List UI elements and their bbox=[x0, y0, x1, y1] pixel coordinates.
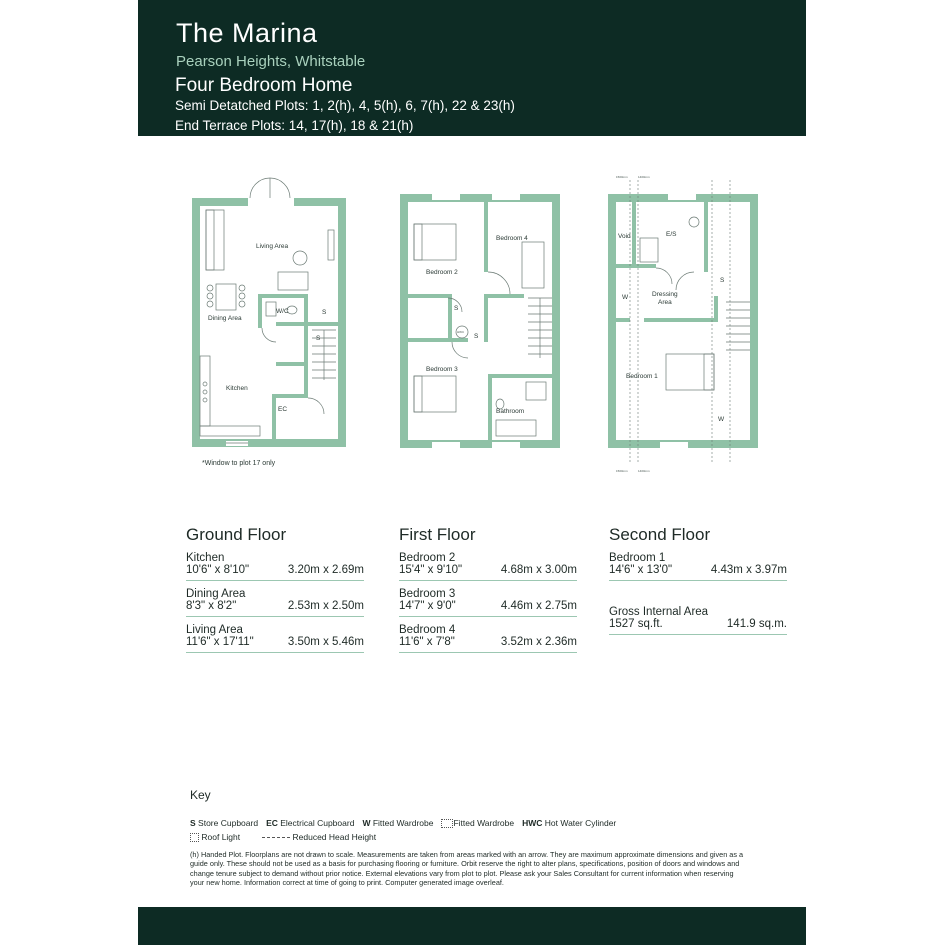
reduced-head-height-icon bbox=[262, 837, 290, 838]
key-ec-text: Electrical Cupboard bbox=[280, 818, 355, 828]
plan-label-bedroom-3: Bedroom 3 bbox=[426, 366, 458, 373]
room-imperial: 14'7" x 9'0" bbox=[399, 600, 456, 612]
key-row-2 bbox=[190, 830, 750, 844]
room-imperial: 14'6" x 13'0" bbox=[609, 564, 673, 576]
room-name: Bedroom 3 bbox=[399, 588, 456, 600]
ground-floor-schedule bbox=[186, 525, 364, 653]
room-name: Bedroom 4 bbox=[399, 624, 456, 636]
plan-label-bedroom-2: Bedroom 2 bbox=[426, 269, 458, 276]
plan-label-dining: Dining Area bbox=[208, 315, 242, 322]
brochure-sheet bbox=[138, 0, 806, 945]
room-name: Bedroom 2 bbox=[399, 552, 456, 564]
plan-label-void: Void bbox=[618, 233, 631, 240]
semi-detached-plots: Semi Detatched Plots: 1, 2(h), 4, 5(h), 6, 7(h), 22 & 23(h) bbox=[175, 98, 515, 113]
room-imperial: 8'3" x 8'2" bbox=[186, 600, 237, 612]
key-title: Key bbox=[190, 788, 211, 802]
roof-light-icon bbox=[190, 833, 199, 842]
fitted-wardrobe-icon bbox=[441, 819, 453, 828]
end-terrace-plots: End Terrace Plots: 14, 17(h), 18 & 21(h) bbox=[175, 118, 414, 133]
gia-sqft: 1527 sq.ft. bbox=[609, 618, 663, 630]
key-s-code: S bbox=[190, 818, 196, 828]
plan-label-bathroom: Bathroom bbox=[496, 408, 525, 415]
plan-label-store-1: S bbox=[454, 305, 459, 312]
key-fw-text: Fitted Wardrobe bbox=[453, 817, 515, 828]
room-metric: 4.43m x 3.97m bbox=[710, 564, 787, 576]
plan-label-wardrobe-1: W bbox=[622, 294, 629, 301]
plan-label-store-2: S bbox=[316, 335, 321, 342]
plan-label-bedroom-1: Bedroom 1 bbox=[626, 373, 658, 380]
room-row bbox=[399, 624, 577, 653]
plan-label-kitchen: Kitchen bbox=[226, 385, 248, 392]
room-row bbox=[399, 588, 577, 617]
footer-banner bbox=[138, 907, 806, 945]
head-height-1500-top: 1500mm bbox=[616, 175, 628, 179]
plan-label-bedroom-4: Bedroom 4 bbox=[496, 235, 528, 242]
schedule-heading: First Floor bbox=[399, 525, 476, 544]
room-row bbox=[609, 552, 787, 581]
room-row bbox=[186, 624, 364, 653]
room-row bbox=[186, 588, 364, 617]
second-floor-schedule bbox=[609, 525, 787, 635]
room-name: Kitchen bbox=[186, 552, 225, 564]
key-s-text: Store Cupboard bbox=[198, 818, 259, 828]
key-w-code: W bbox=[362, 818, 371, 828]
plan-label-wc: W/C bbox=[276, 308, 289, 315]
plan-label-living: Living Area bbox=[256, 243, 289, 250]
room-imperial: 11'6" x 17'11" bbox=[186, 636, 254, 648]
header-banner bbox=[138, 0, 806, 136]
key-rhh-text: Reduced Head Height bbox=[292, 832, 377, 842]
room-imperial: 10'6" x 8'10" bbox=[186, 564, 250, 576]
key-hwc-text: Hot Water Cylinder bbox=[544, 818, 617, 828]
room-imperial: 15'4" x 9'10" bbox=[399, 564, 463, 576]
ground-floor-plan bbox=[186, 172, 356, 452]
plan-label-wardrobe-2: W bbox=[718, 416, 725, 423]
room-imperial: 11'6" x 7'8" bbox=[399, 636, 455, 648]
key-w-text: Fitted Wardrobe bbox=[372, 818, 434, 828]
home-type: Four Bedroom Home bbox=[175, 75, 353, 96]
first-floor-plan bbox=[396, 190, 564, 452]
second-floor-plan bbox=[604, 168, 764, 476]
gia-label: Gross Internal Area bbox=[609, 606, 709, 618]
disclaimer: (h) Handed Plot. Floorplans are not drawn to scale. Measurements are taken from areas marked with an arrow. They are maximum approximate dimensions and given as a guide only. These should not be used as a basis for purchasing flooring or furniture. Orbit reserve the right to alter plans, specifications, position of doors and windows and change tenure subject to demand without prior notice. External elevations vary from plot to plot. Please ask your Sales Consultant for current information when reserving your new home. Information correct at time of going to print. Computer generated image overleaf. bbox=[190, 850, 744, 887]
gross-internal-area bbox=[609, 606, 787, 635]
head-height-1400-top: 1400mm bbox=[638, 175, 650, 179]
plan-label-dressing: Dressing bbox=[652, 291, 678, 298]
gia-sqm: 141.9 sq.m. bbox=[726, 618, 787, 630]
plan-label-hwc: HWC bbox=[457, 330, 465, 334]
house-title: The Marina bbox=[176, 18, 318, 48]
head-height-1500-bottom: 1500mm bbox=[616, 469, 628, 473]
room-metric: 4.68m x 3.00m bbox=[500, 564, 577, 576]
room-name: Dining Area bbox=[186, 588, 246, 600]
development-name: Pearson Heights, Whitstable bbox=[176, 53, 366, 70]
key-ec-code: EC bbox=[266, 818, 278, 828]
first-floor-schedule bbox=[399, 525, 577, 653]
room-name: Bedroom 1 bbox=[609, 552, 666, 564]
plan-label-store-2: S bbox=[474, 333, 479, 340]
room-metric: 2.53m x 2.50m bbox=[287, 600, 364, 612]
room-metric: 3.20m x 2.69m bbox=[287, 564, 364, 576]
key-section bbox=[190, 788, 750, 887]
room-name: Living Area bbox=[186, 624, 243, 636]
key-row-1 bbox=[190, 816, 750, 830]
head-height-1400-bottom: 1400mm bbox=[638, 469, 650, 473]
plan-label-dressing-area: Area bbox=[658, 299, 672, 306]
room-metric: 3.52m x 2.36m bbox=[500, 636, 577, 648]
room-metric: 4.46m x 2.75m bbox=[500, 600, 577, 612]
plan-label-store: S bbox=[720, 277, 725, 284]
schedule-heading: Second Floor bbox=[609, 525, 711, 544]
room-row bbox=[399, 552, 577, 581]
key-roof-text: Roof Light bbox=[201, 831, 241, 842]
key-hwc-code: HWC bbox=[522, 818, 543, 828]
room-metric: 3.50m x 5.46m bbox=[287, 636, 364, 648]
window-note: *Window to plot 17 only bbox=[202, 460, 276, 467]
schedule-heading: Ground Floor bbox=[186, 525, 287, 544]
plan-label-ec: EC bbox=[278, 406, 288, 413]
plan-label-en-suite: E/S bbox=[666, 231, 677, 238]
room-row bbox=[186, 552, 364, 581]
plan-label-store-1: S bbox=[322, 309, 327, 316]
